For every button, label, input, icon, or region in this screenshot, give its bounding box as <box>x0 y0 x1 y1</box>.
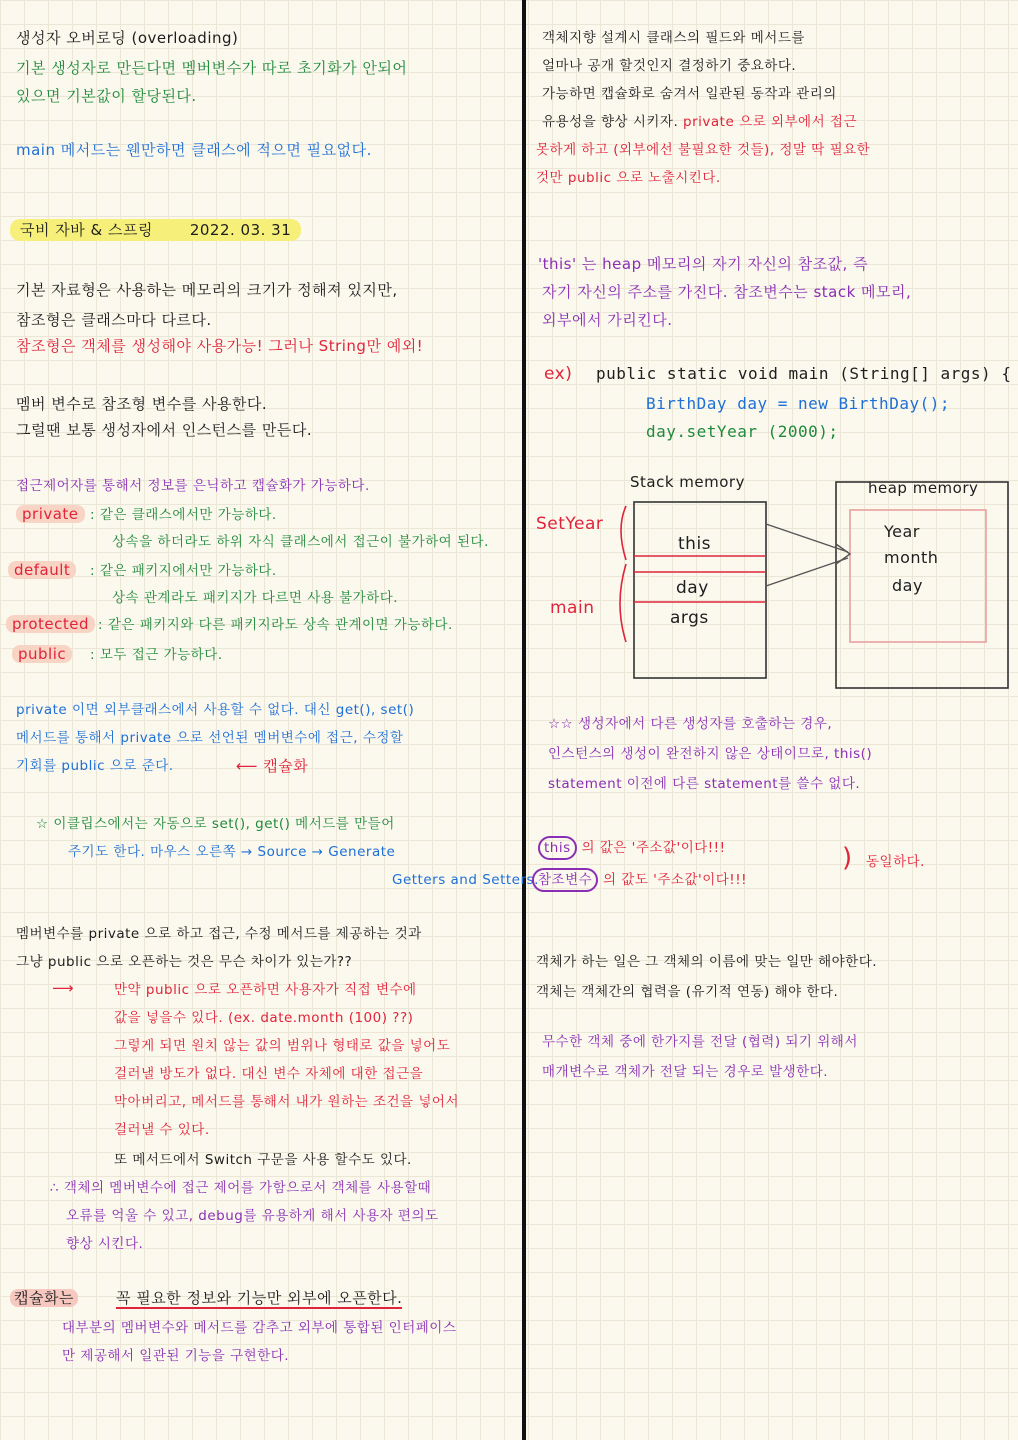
design-note-2: 얼마나 공개 할것인지 결정하기 중요하다. <box>542 58 797 74</box>
stack-this: this <box>678 534 712 554</box>
modifier-default-desc-2: 상속 관계라도 패키지가 다르면 사용 불가하다. <box>112 590 399 606</box>
example-label: ex) <box>544 364 573 384</box>
question-2: 그냥 public 으로 오픈하는 것은 무슨 차이가 있는가?? <box>16 954 353 970</box>
note-default-ctor-2: 있으면 기본값이 할당된다. <box>16 87 197 105</box>
this-note-3: 외부에서 가리킨다. <box>542 311 673 329</box>
getset-note-3: 기회를 public 으로 준다. <box>16 758 174 774</box>
modifier-protected-desc: : 같은 패키지와 다른 패키지라도 상속 관계이면 가능하다. <box>98 617 453 633</box>
modifier-default: default <box>8 560 76 580</box>
design-note-5: 못하게 하고 (외부에선 불필요한 것들), 정말 딱 필요한 <box>536 142 871 158</box>
encapsulation-arrow: ⟵ 캡슐화 <box>236 757 309 775</box>
modifier-protected: protected <box>6 614 95 634</box>
answer-5: 막아버리고, 메서드를 통해서 내가 원하는 조건을 넣어서 <box>114 1094 459 1110</box>
eclipse-tip-1: ☆ 이클립스에서는 자동으로 set(), get() 메서드를 만들어 <box>36 816 395 832</box>
modifier-private-desc-2: 상속을 하더라도 하위 자식 클래스에서 접근이 불가하여 된다. <box>112 534 489 550</box>
course-title: 국비 자바 & 스프링 <box>20 221 153 239</box>
object-note-1: 객체가 하는 일은 그 객체의 이름에 맞는 일만 해야한다. <box>536 954 878 970</box>
getset-note-1: private 이면 외부클래스에서 사용할 수 없다. 대신 get(), set() <box>16 702 415 718</box>
modifier-private-desc: : 같은 클래스에서만 가능하다. <box>90 507 277 523</box>
answer-1: 만약 public 으로 오픈하면 사용자가 직접 변수에 <box>114 982 417 998</box>
encapsulation-label: 캡슐화 <box>263 757 309 775</box>
heap-memory-title: heap memory <box>868 479 979 497</box>
access-modifier-intro: 접근제어자를 통해서 정보를 은닉하고 캡슐화가 가능하다. <box>16 478 370 494</box>
answer-arrow: ⟶ <box>52 979 75 997</box>
heading-overloading: 생성자 오버로딩 (overloading) <box>16 29 239 47</box>
modifier-public: public <box>12 644 72 664</box>
stack-memory-title: Stack memory <box>630 473 745 491</box>
this-equality-2: 참조변수 의 값도 '주소값'이다!!! <box>532 868 747 892</box>
heap-year: Year <box>884 522 920 541</box>
design-note-3: 가능하면 캡슐화로 숨겨서 일관된 동작과 관리의 <box>542 86 837 102</box>
note-string-exception: 참조형은 객체를 생성해야 사용가능! 그러나 String만 예외! <box>16 337 424 355</box>
modifier-private: private <box>16 504 85 524</box>
answer-4: 걸러낼 방도가 없다. 대신 변수 자체에 대한 접근을 <box>114 1066 424 1082</box>
note-main-method: main 메서드는 웬만하면 클래스에 적으면 필요없다. <box>16 141 372 159</box>
answer-6: 걸러낼 수 있다. <box>114 1122 210 1138</box>
ctor-note-2: 인스턴스의 생성이 완전하지 않은 상태이므로, this() <box>548 746 873 762</box>
note-ctor-instance: 그럴땐 보통 생성자에서 인스턴스를 만든다. <box>16 421 313 439</box>
design-note-4: 유용성을 향상 시키자. private 으로 외부에서 접근 <box>542 114 857 130</box>
equality-conclusion: 동일하다. <box>866 854 925 870</box>
capsule-desc-2: 만 제공해서 일관된 기능을 구현한다. <box>62 1348 290 1364</box>
heap-day: day <box>892 576 923 595</box>
modifier-public-desc: : 모두 접근 가능하다. <box>90 647 223 663</box>
lecture-date: 2022. 03. 31 <box>189 221 292 239</box>
note-member-ref: 멤버 변수로 참조형 변수를 사용한다. <box>16 395 268 413</box>
date-banner <box>10 220 301 240</box>
getset-note-2: 메서드를 통해서 private 으로 선언된 멤버변수에 접근, 수정할 <box>16 730 404 746</box>
right-column <box>530 0 1018 1440</box>
design-note-6: 것만 public 으로 노출시킨다. <box>536 170 721 186</box>
answer-7: 또 메서드에서 Switch 구문을 사용 할수도 있다. <box>114 1152 412 1168</box>
heap-month: month <box>884 548 939 567</box>
therefore-1: ∴ 객체의 멤버변수에 접근 제어를 가함으로서 객체를 사용할때 <box>50 1180 432 1196</box>
object-note-4: 매개변수로 객체가 전달 되는 경우로 발생한다. <box>542 1064 829 1080</box>
eclipse-tip-2: 주기도 한다. 마우스 오른쪽 → Source → Generate <box>68 844 396 860</box>
ctor-note-1: ☆☆ 생성자에서 다른 생성자를 호출하는 경우, <box>548 716 833 732</box>
question-1: 멤버변수를 private 으로 하고 접근, 수정 메서드를 제공하는 것과 <box>16 926 422 942</box>
object-note-2: 객체는 객체간의 협력을 (유기적 연동) 해야 한다. <box>536 984 839 1000</box>
stack-args: args <box>670 608 709 628</box>
object-note-3: 무수한 객체 중에 한가지를 전달 (협력) 되기 위해서 <box>542 1034 858 1050</box>
answer-3: 그렇게 되면 원치 않는 값의 범위나 형태로 값을 넣어도 <box>114 1038 451 1054</box>
example-code-1: public static void main (String[] args) { <box>596 364 1012 383</box>
example-code-3: day.setYear (2000); <box>646 422 839 441</box>
eclipse-tip-3: Getters and Setters. <box>392 872 539 888</box>
capsule-desc-1: 대부분의 멤버변수와 메서드를 감추고 외부에 통합된 인터페이스 <box>62 1320 457 1336</box>
answer-2: 값을 넣을수 있다. (ex. date.month (100) ??) <box>114 1010 414 1026</box>
capsule-title: 꼭 필요한 정보와 기능만 외부에 오픈한다. <box>116 1289 403 1307</box>
modifier-default-desc: : 같은 패키지에서만 가능하다. <box>90 563 277 579</box>
frame-setyear: SetYear <box>536 514 604 534</box>
ctor-note-3: statement 이전에 다른 statement를 쓸수 없다. <box>548 776 861 792</box>
note-default-ctor-1: 기본 생성자로 만든다면 멤버변수가 따로 초기화가 안되어 <box>16 59 408 77</box>
equality-brace: ) <box>842 843 853 873</box>
therefore-3: 향상 시킨다. <box>66 1236 144 1252</box>
note-reference: 참조형은 클래스마다 다르다. <box>16 311 212 329</box>
therefore-2: 오류를 억울 수 있고, debug를 유용하게 해서 사용자 편의도 <box>66 1208 439 1224</box>
note-primitive: 기본 자료형은 사용하는 메모리의 크기가 정해져 있지만, <box>16 281 398 299</box>
column-divider <box>522 0 526 1440</box>
this-equality-1: this 의 값은 '주소값'이다!!! <box>538 836 726 860</box>
this-note-2: 자기 자신의 주소를 가진다. 참조변수는 stack 메모리, <box>542 283 912 301</box>
memory-diagram <box>530 468 1018 698</box>
design-note-1: 객체지향 설계시 클래스의 필드와 메서드를 <box>542 30 805 46</box>
frame-main: main <box>550 598 595 618</box>
example-code-2: BirthDay day = new BirthDay(); <box>646 394 950 413</box>
capsule-label: 캡슐화는 <box>10 1288 78 1308</box>
stack-day: day <box>676 578 709 598</box>
this-note-1: 'this' 는 heap 메모리의 자기 자신의 참조값, 즉 <box>538 255 869 273</box>
